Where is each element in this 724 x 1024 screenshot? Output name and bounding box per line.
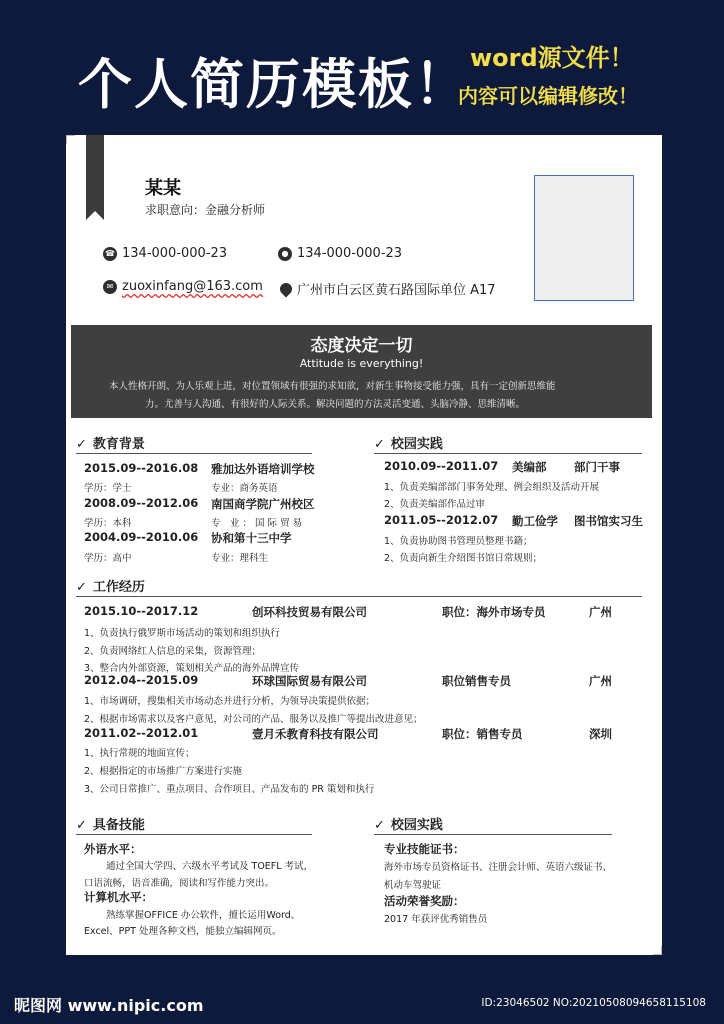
page-corner-mark [66, 135, 75, 144]
check-icon: ✓ [374, 818, 385, 833]
cert-text: 海外市场专员资格证书、注册会计师、英语六级证书、 [384, 862, 613, 873]
edu-date: 2008.09--2012.06 [84, 496, 199, 510]
work-item: 3、公司日常推广、重点项目、合作项目、产品发布的 PR 策划和执行 [84, 784, 375, 795]
motto-subtitle: Attitude is everything! [299, 357, 424, 370]
skill-label: 外语水平： [84, 842, 142, 856]
work-item: 3、整合内外部资源，策划相关产品的海外品牌宣传 [84, 663, 300, 674]
edu-date: 2004.09--2010.06 [84, 530, 199, 544]
work-item: 2、根据指定的市场推广方案进行实施 [84, 766, 243, 777]
edu-degree: 学历：本科 [84, 518, 132, 529]
work-item: 2、根据市场需求以及客户意见，对公司的产品、服务以及推广等提出改进意见； [84, 714, 423, 725]
campus-item: 2、负责向新生介绍图书馆日常规则； [384, 553, 543, 564]
work-company: 壹月禾教育科技有限公司 [252, 727, 379, 741]
work-position: 职位：销售专员 [442, 727, 523, 741]
work-company: 环球国际贸易有限公司 [252, 674, 367, 688]
email-text: zuoxinfang@163.com [122, 279, 263, 294]
banner-title: 个人简历模板！ [78, 53, 470, 116]
edu-school: 协和第十三中学 [211, 531, 292, 545]
edu-degree: 学历：学士 [84, 483, 132, 494]
motto-body [109, 378, 634, 414]
work-item: 1、市场调研，搜集相关市场动态并进行分析，为领导决策提供依据； [84, 696, 376, 707]
edu-major: 专业：商务英语 [211, 483, 278, 494]
image-id: ID:23046502 NO:20210508094658115108 [481, 997, 706, 1009]
resume-page [66, 135, 662, 955]
address-text: 广州市白云区黄石路国际单位 A17 [297, 283, 496, 298]
award-text: 2017 年获评优秀销售员 [384, 914, 488, 925]
cert-label: 专业技能证书： [384, 842, 465, 856]
edu-major: 专 业 ： 国 际 贸 易 [211, 518, 303, 529]
campus-dept: 美编部 [512, 460, 547, 474]
check-icon: ✓ [76, 818, 87, 833]
edu-degree: 学历：高中 [84, 553, 132, 564]
contact-address [280, 279, 496, 298]
work-heading: ✓ 工作经历 [76, 576, 642, 597]
bookmark-ribbon [86, 135, 104, 211]
campus-date: 2010.09--2011.07 [384, 459, 499, 473]
check-icon: ✓ [76, 437, 87, 452]
contact-wechat [278, 246, 402, 261]
award-label: 活动荣誉奖励： [384, 894, 465, 908]
campus-item: 1、负责美编部部门事务处理、例会组织及活动开展 [384, 482, 600, 493]
skill-text: 口语流畅，语音准确，阅读和写作能力突出。 [84, 878, 275, 889]
work-position: 职位销售专员 [442, 674, 511, 688]
skill-text: 熟练掌握OFFICE 办公软件，擅长运用Word、 [106, 910, 301, 921]
email-icon: ✉ [103, 280, 117, 294]
check-icon: ✓ [76, 580, 87, 595]
campus-dept: 勤工俭学 [512, 514, 558, 528]
contact-email [103, 279, 263, 294]
banner-subtitle-word: word源文件！ [470, 44, 634, 72]
work-item: 1、负责执行俄罗斯市场活动的策划和组织执行 [84, 628, 281, 639]
edu-major: 专业：理科生 [211, 553, 269, 564]
work-position: 职位：海外市场专员 [442, 605, 546, 619]
work-date: 2011.02--2012.01 [84, 726, 199, 740]
motto-line: 力。尤善与人沟通、有很好的人际关系。解决问题的方法灵活变通、头脑冷静、思维清晰。 [145, 399, 526, 410]
edu-date: 2015.09--2016.08 [84, 461, 199, 475]
phone-icon: ☎ [103, 247, 117, 261]
skill-text: Excel、PPT 处理各种文档，能独立编辑网页。 [84, 926, 282, 937]
work-company: 创环科技贸易有限公司 [252, 605, 367, 619]
work-date: 2012.04--2015.09 [84, 673, 199, 687]
skill-text: 通过全国大学四、六级水平考试及 TOEFL 考试， [106, 861, 314, 872]
location-pin-icon [278, 280, 295, 297]
skills-heading: ✓ 具备技能 [76, 814, 312, 835]
profile-name: 某某 [145, 178, 181, 199]
edu-school: 南国商学院广州校区 [211, 497, 315, 511]
nipic-logo: 昵图网 www.nipic.com [14, 996, 204, 1015]
campus-item: 2、负责美编部作品过审 [384, 499, 486, 510]
skill-label: 计算机水平： [84, 890, 153, 904]
motto-line: 本人性格开朗、为人乐观上进，对位置领域有很强的求知欲，对新生事物接受能力强，具有一定创新思维能 [109, 381, 556, 392]
campus-item: 1、负责协助图书管理员整理书籍； [384, 536, 533, 547]
motto-title: 态度决定一切 [310, 336, 413, 356]
check-icon: ✓ [374, 437, 385, 452]
photo-placeholder [534, 175, 634, 301]
work-item: 2、负责网络红人信息的采集，资源管理； [84, 646, 262, 657]
work-item: 1、执行常规的地面宣传； [84, 748, 195, 759]
motto-band [71, 325, 652, 418]
work-city: 深圳 [589, 727, 612, 741]
campus-heading: ✓ 校园实践 [374, 433, 642, 454]
page-corner-mark [653, 946, 662, 955]
campus2-heading: ✓ 校园实践 [374, 814, 612, 835]
campus-role: 部门干事 [574, 460, 620, 474]
campus-date: 2011.05--2012.07 [384, 513, 499, 527]
work-city: 广州 [589, 674, 612, 688]
contact-phone [103, 246, 227, 261]
phone-text: 134-000-000-23 [122, 246, 228, 261]
wechat-icon: ● [278, 247, 292, 261]
cert-text: 机动车驾驶证 [384, 880, 442, 891]
work-city: 广州 [589, 605, 612, 619]
job-intent: 求职意向：金融分析师 [145, 203, 266, 217]
wechat-text: 134-000-000-23 [297, 246, 403, 261]
edu-school: 雅加达外语培训学校 [211, 462, 315, 476]
work-date: 2015.10--2017.12 [84, 604, 199, 618]
education-heading: ✓ 教育背景 [76, 433, 312, 454]
campus-role: 图书馆实习生 [574, 514, 643, 528]
banner-subtitle-editable: 内容可以编辑修改！ [458, 84, 638, 108]
